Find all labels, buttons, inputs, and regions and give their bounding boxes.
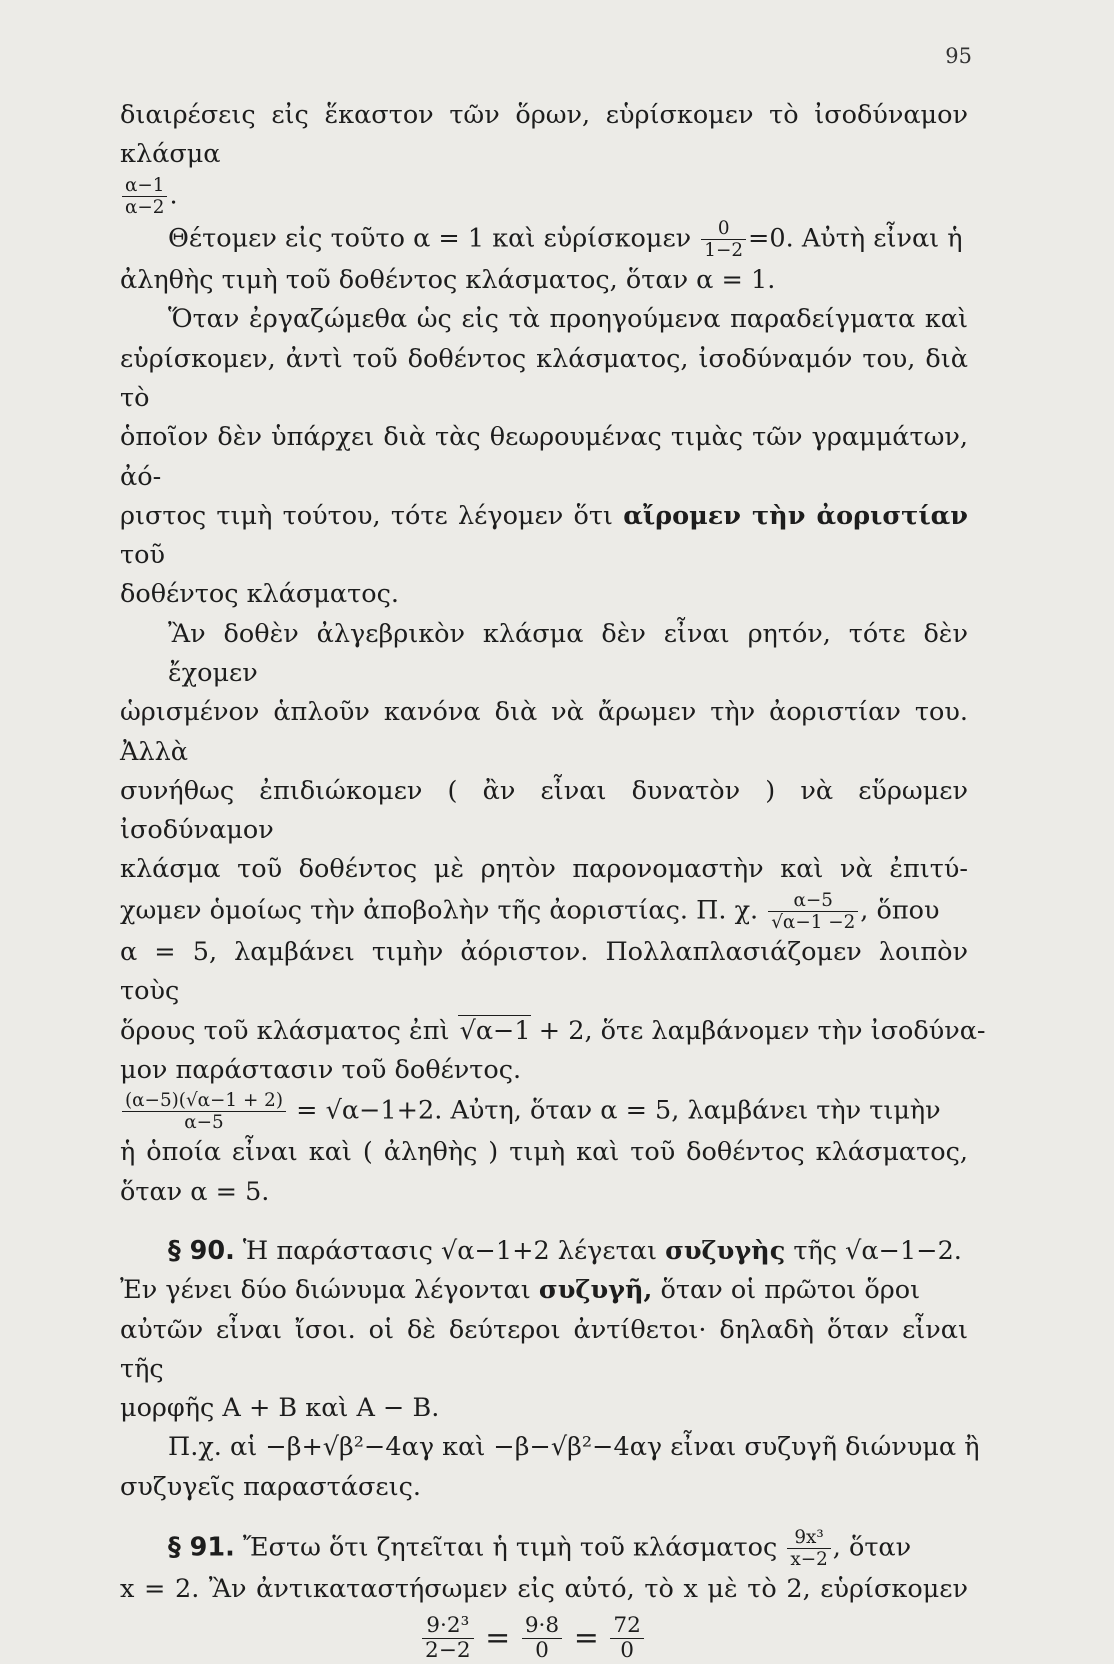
fraction-numerator: 9·2³: [422, 1614, 474, 1640]
line-text: , ὅταν: [832, 1532, 912, 1563]
text-line: [120, 1133, 968, 1172]
fraction-denominator: 0: [535, 1638, 549, 1664]
line-text: ἡ ὁποία εἶναι καὶ ( ἀληθὴς ) τιμὴ καὶ τοῦ δοθέντος κλάσματος,: [120, 1137, 968, 1168]
line-text: = √α−1+2. Αὐτη, ὅταν α = 5, λαμβάνει τὴν τιμὴν: [296, 1095, 941, 1126]
fraction-denominator: √α−1 −2: [771, 911, 856, 933]
line-text: =0. Αὐτὴ εἶναι ἡ: [748, 223, 963, 254]
line-text: συζυγεῖς παραστάσεις.: [120, 1471, 421, 1502]
line-text: Ἡ παράστασις √α−1+2 λέγεται: [242, 1236, 657, 1266]
text-line: [120, 1090, 968, 1133]
line-text: μον παράστασιν τοῦ δοθέντος.: [120, 1054, 522, 1085]
fraction: [768, 890, 858, 933]
equation-line: [120, 1614, 968, 1664]
fraction-numerator: α−1: [122, 175, 167, 197]
line-text: Ἂν δοθὲν ἀλγεβρικὸν κλάσμα δὲν εἶναι ρητόν, τότε δὲν ἔχομεν: [168, 618, 968, 688]
fraction: [122, 1090, 286, 1133]
line-text: κλάσμα τοῦ δοθέντος μὲ ρητὸν παρονομαστὴν καὶ νὰ ἐπιτύ-: [120, 854, 968, 885]
page-number: 95: [945, 44, 972, 68]
text-line: [120, 890, 968, 933]
text-line: [120, 1468, 968, 1507]
line-text: x = 2. Ἂν ἀντικαταστήσωμεν εἰς αὐτό, τὸ x μὲ τὸ 2, εὑρίσκομεν: [120, 1574, 968, 1605]
line-text: διαιρέσεις εἰς ἕκαστον τῶν ὅρων, εὑρίσκομεν τὸ ἰσοδύναμον κλάσμα: [120, 100, 968, 170]
line-text: Ἐν γένει δύο διώνυμα λέγονται: [120, 1275, 531, 1306]
line-text: ὡρισμένον ἁπλοῦν κανόνα διὰ νὰ ἄρωμεν τὴν ἀοριστίαν του. Ἀλλὰ: [120, 697, 968, 767]
line-text: αὐτῶν εἶναι ἴσοι. οἱ δὲ δεύτεροι ἀντίθετοι· δηλαδὴ ὅταν εἶναι τῆς: [120, 1314, 968, 1384]
line-text: Π.χ. αἱ −β+√β²−4αγ καὶ −β−√β²−4αγ εἶναι συζυγῆ διώνυμα ἢ: [168, 1432, 980, 1463]
bold-term: συζυγῆ,: [538, 1275, 653, 1306]
text-line: [120, 615, 968, 694]
text-line: [120, 1173, 968, 1212]
text-line: [120, 850, 968, 889]
bold-term: συζυγὴς: [665, 1236, 786, 1266]
section-label: § 90.: [168, 1236, 235, 1266]
line-text: τῆς √α−1−2.: [793, 1236, 962, 1266]
text-line: [120, 497, 968, 576]
fraction-numerator: 9x³: [787, 1527, 830, 1549]
bold-term: αἴρομεν τὴν ἀοριστίαν: [623, 500, 968, 531]
section-90-heading: [120, 1232, 968, 1271]
spacer: [120, 1507, 968, 1527]
text-line: [120, 772, 968, 851]
fraction-denominator: 2−2: [425, 1638, 471, 1664]
line-text: ὅταν οἱ πρῶτοι ὅροι: [660, 1275, 921, 1306]
text-line: [120, 1570, 968, 1609]
fraction: [122, 175, 167, 218]
fraction: [422, 1614, 474, 1664]
text-line: [120, 1012, 986, 1051]
page-body: [120, 96, 986, 1664]
equals-sign: =: [485, 1619, 511, 1655]
line-text: + 2, ὅτε λαμβάνομεν τὴν ἰσοδύνα-: [538, 1015, 986, 1046]
section-91-heading: [120, 1527, 968, 1570]
line-text: ὁποῖον δὲν ὑπάρχει διὰ τὰς θεωρουμένας τιμὰς τῶν γραμμάτων, ἀό-: [120, 422, 968, 492]
line-text: Θέτομεν εἰς τοῦτο α = 1 καὶ εὑρίσκομεν: [168, 223, 692, 254]
line-text: συνήθως ἐπιδιώκομεν ( ἂν εἶναι δυνατὸν ) νὰ εὕρωμεν ἰσοδύναμον: [120, 775, 968, 846]
line-text: .: [169, 180, 178, 211]
fraction-denominator: x−2: [790, 1549, 828, 1571]
fraction-denominator: 0: [620, 1638, 634, 1664]
line-text: ριστος τιμὴ τούτου, τότε λέγομεν ὅτι: [120, 500, 613, 531]
line-text: εὑρίσκομεν, ἀντὶ τοῦ δοθέντος κλάσματος, ἰσοδύναμόν του, διὰ τὸ: [120, 343, 968, 413]
fraction: [610, 1614, 643, 1664]
text-line: [120, 340, 968, 419]
equals-sign: =: [573, 1619, 599, 1655]
line-text: χωμεν ὁμοίως τὴν ἀποβολὴν τῆς ἀοριστίας. Π. χ.: [120, 895, 759, 926]
line-text: ἀληθὴς τιμὴ τοῦ δοθέντος κλάσματος, ὅταν α = 1.: [120, 265, 776, 296]
fraction-numerator: (α−5)(√α−1 + 2): [122, 1090, 286, 1112]
line-text: α = 5, λαμβάνει τιμὴν ἀόριστον. Πολλαπλασιάζομεν λοιπὸν τοὺς: [120, 937, 968, 1007]
fraction-denominator: α−2: [125, 196, 165, 218]
line-text: ὅταν α = 5.: [120, 1176, 270, 1207]
spacer: [120, 1212, 968, 1232]
fraction-numerator: 9·8: [522, 1614, 562, 1640]
line-text: Ὅταν ἐργαζώμεθα ὡς εἰς τὰ προηγούμενα παραδείγματα καὶ: [168, 304, 968, 335]
fraction: [701, 218, 746, 261]
text-line: [120, 575, 968, 614]
line-text: , ὅπου: [860, 895, 940, 926]
line-text: μορφῆς Α + Β καὶ Α − Β.: [120, 1393, 440, 1424]
text-line: [120, 1271, 968, 1310]
text-line: [120, 300, 968, 339]
text-line: [120, 1389, 968, 1428]
fraction-denominator: α−5: [184, 1112, 224, 1134]
fraction-numerator: 72: [610, 1614, 643, 1640]
line-text: ὅρους τοῦ κλάσματος ἐπὶ: [120, 1015, 450, 1046]
text-line: [120, 693, 968, 772]
line-text: δοθέντος κλάσματος.: [120, 579, 399, 610]
fraction-denominator: 1−2: [704, 239, 744, 261]
text-line: [120, 261, 968, 300]
fraction: [522, 1614, 562, 1664]
fraction-numerator: 0: [701, 218, 746, 240]
text-line: [120, 1311, 968, 1390]
text-line: [120, 933, 968, 1012]
text-line: [120, 1051, 968, 1090]
line-text: τοῦ: [120, 540, 165, 571]
text-line: [120, 218, 968, 261]
text-line: [120, 418, 968, 497]
fraction: [787, 1527, 830, 1570]
section-label: § 91.: [168, 1532, 235, 1563]
line-text: Ἔστω ὅτι ζητεῖται ἡ τιμὴ τοῦ κλάσματος: [242, 1532, 778, 1563]
text-line: [120, 96, 968, 175]
fraction-numerator: α−5: [768, 890, 858, 912]
text-line: [120, 1428, 980, 1467]
square-root: √α−1: [459, 1015, 531, 1046]
text-line: [120, 175, 968, 218]
